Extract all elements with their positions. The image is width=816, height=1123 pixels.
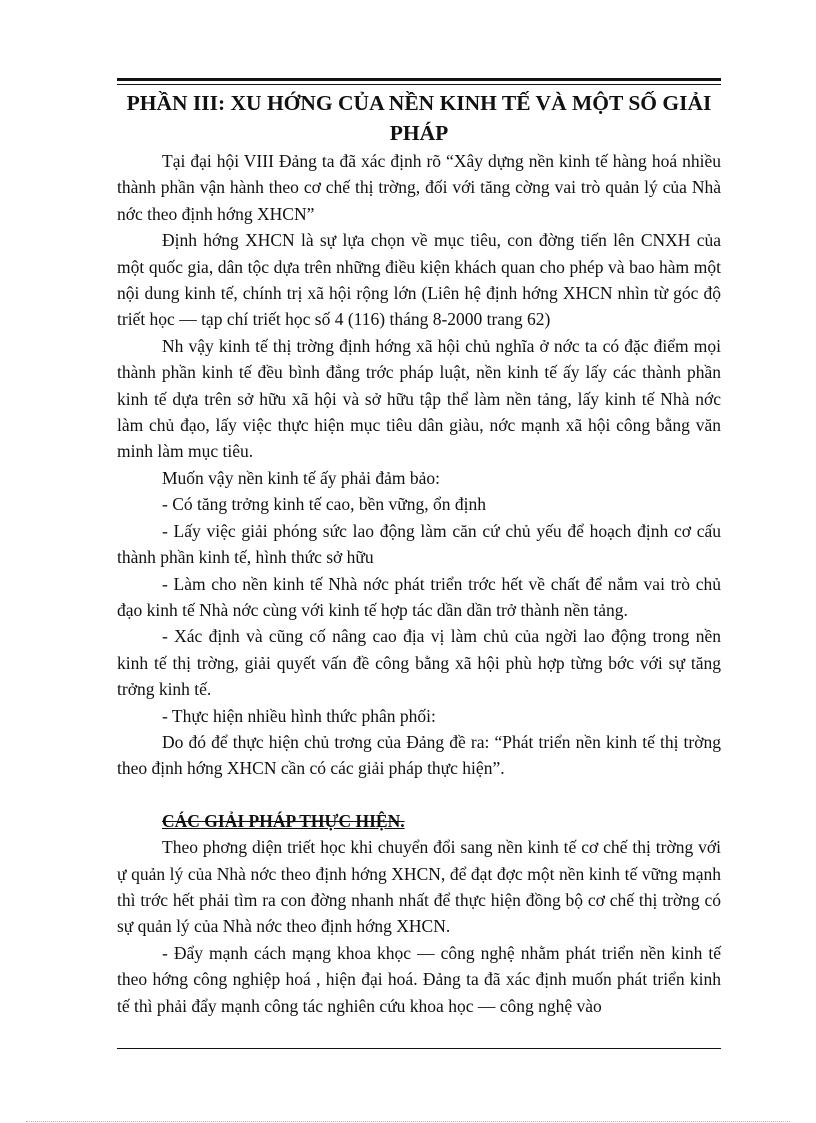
footer-rule [117, 1048, 721, 1049]
paragraph: Do đó để thực hiện chủ trơng của Đảng đề ra: “Phát triển nền kinh tế thị trờng theo định hớng XHCN cần có các giải pháp thực hiện”. [117, 731, 721, 779]
page-edge-dotted-line [26, 1121, 790, 1122]
section-spacer [117, 782, 721, 808]
list-item: - Xác định và cũng cố nâng cao địa vị làm chủ của ngời lao động trong nền kinh tế thị trờng, giải quyết vấn đề công bằng xã hội phù hợp từng bớc với sự tăng trởng kinh tế. [117, 626, 721, 700]
paragraph: Theo phơng diện triết học khi chuyển đổi sang nền kinh tế cơ chế thị trờng với ự quản lý của Nhà nớc theo định hớng XHCN, để đạt đợc một nền kinh tế vững mạnh thì trớc hết phải tìm ra con đờng nhanh nhất để thực hiện đồng bộ cơ chế thị trờng có sự quản lý của Nhà nớc theo định hớng XHCN. [117, 837, 721, 937]
paragraph: Định hớng XHCN là sự lựa chọn về mục tiêu, con đờng tiến lên CNXH của một quốc gia, dân tộc dựa trên những điều kiện khách quan cho phép và bao hàm một nội dung kinh tế, chính trị xã hội rộng lớn (Liên hệ định hớng XHCN nhìn từ góc độ triết học — tạp chí triết học số 4 (116) tháng 8-2000 trang 62) [117, 230, 721, 330]
list-item: - Có tăng trởng kinh tế cao, bền vững, ổn định [162, 494, 486, 515]
page-body [117, 88, 721, 1019]
header-rule-thin [117, 84, 721, 85]
section-heading: CÁC GIẢI PHÁP THỰC HIỆN. [162, 810, 405, 831]
header-rule-thick [117, 78, 721, 81]
list-item: - Làm cho nền kinh tế Nhà nớc phát triển trớc hết về chất để nắm vai trò chủ đạo kinh tế Nhà nớc cùng với kinh tế hợp tác dần dần trở thành nền tảng. [117, 573, 721, 620]
page-title: PHẦN III: XU HỚNG CỦA NỀN KINH TẾ VÀ MỘT SỐ GIẢI PHÁP [126, 91, 712, 145]
paragraph: Muốn vậy nền kinh tế ấy phải đảm bảo: [162, 467, 440, 488]
list-item: - Lấy việc giải phóng sức lao động làm căn cứ chủ yếu để hoạch định cơ cấu thành phần kinh tế, hình thức sở hữu [117, 520, 721, 568]
paragraph: Tại đại hội VIII Đảng ta đã xác định rõ “Xây dựng nền kinh tế hàng hoá nhiều thành phần vận hành theo cơ chế thị trờng, đối với tăng cờng vai trò quản lý của Nhà nớc theo định hớng XHCN” [117, 151, 721, 224]
list-item: - Đẩy mạnh cách mạng khoa khọc — công nghệ nhằm phát triển nền kinh tế theo hớng công nghiệp hoá , hiện đại hoá. Đảng ta đã xác định muốn phát triển kinh tế thì phải đẩy mạnh công tác nghiên cứu khoa học — công nghệ vào [117, 942, 721, 1016]
list-item: - Thực hiện nhiều hình thức phân phối: [162, 705, 436, 726]
paragraph: Nh vậy kinh tế thị trờng định hớng xã hội chủ nghĩa ở nớc ta có đặc điểm mọi thành phần kinh tế đều bình đẳng trớc pháp luật, nền kinh tế ấy lấy các thành phần kinh tế dựa trên sở hữu xã hội và sở hữu tập thể làm nền tảng, lấy kinh tế Nhà nớc làm chủ đạo, lấy việc thực hiện mục tiêu dân giàu, nớc mạnh xã hội công bằng văn minh làm mục tiêu. [117, 335, 721, 462]
